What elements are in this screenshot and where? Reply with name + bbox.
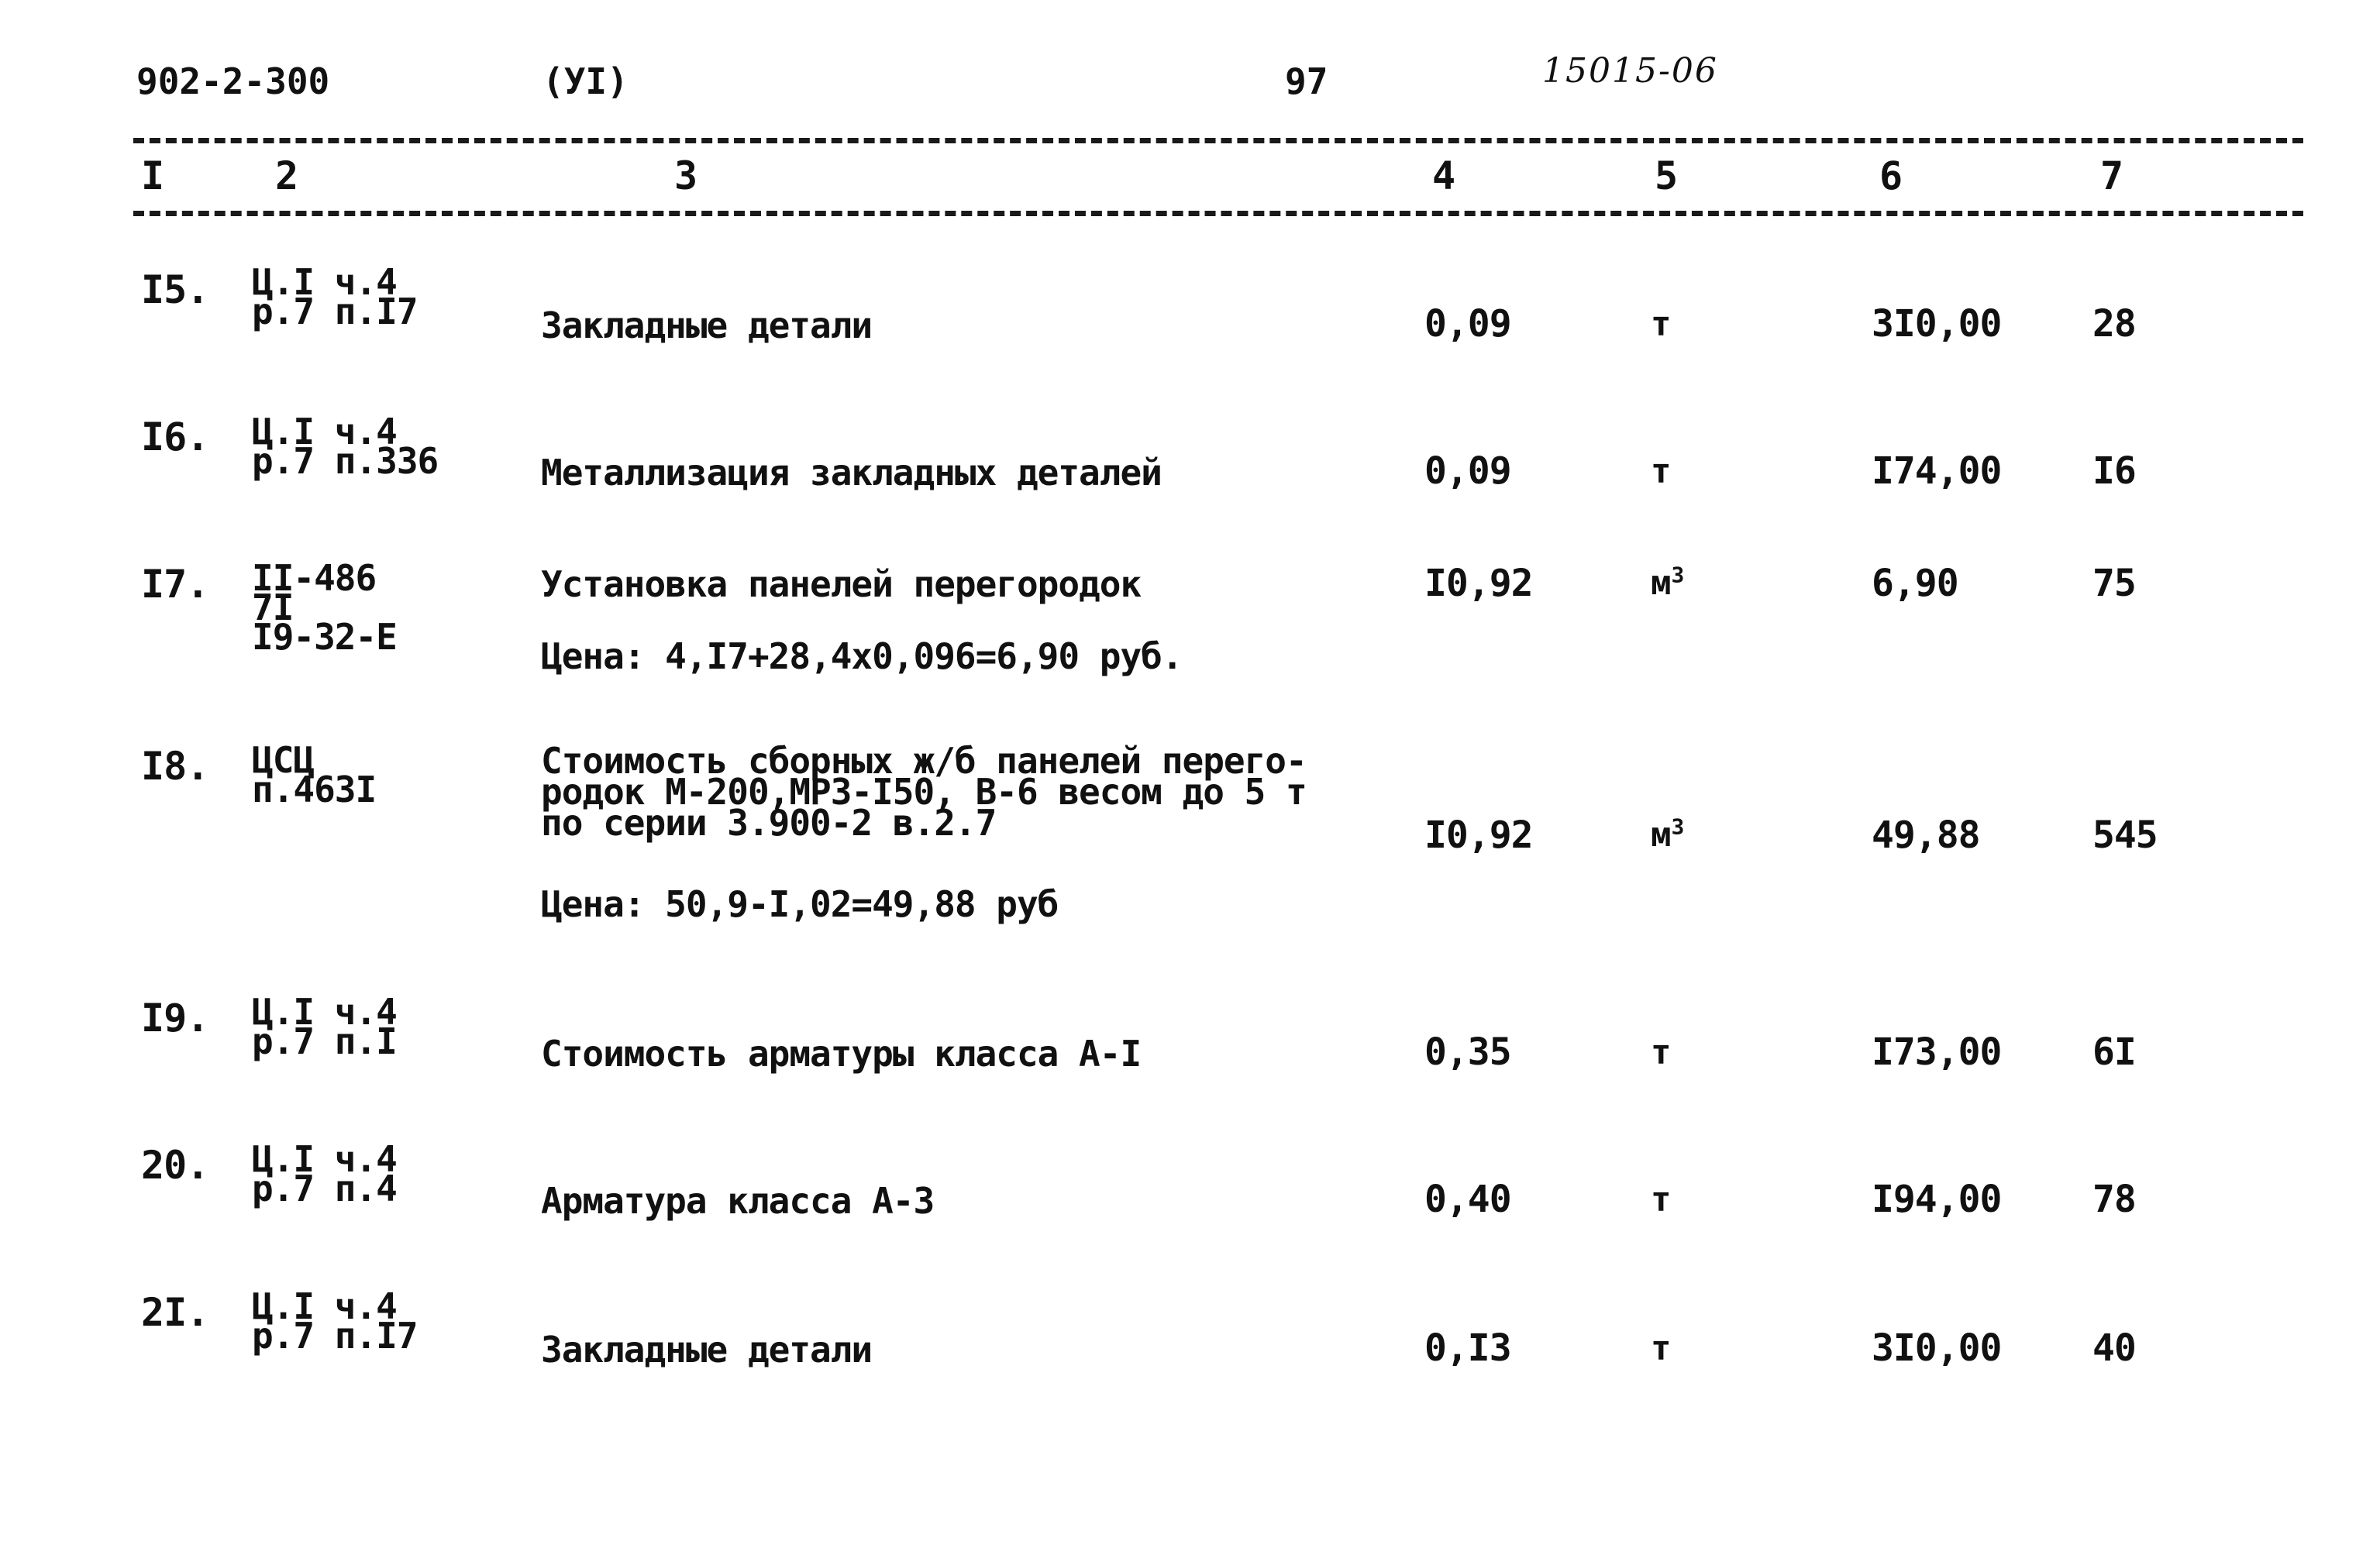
row-total: 40: [2092, 1326, 2136, 1370]
unit-text: м: [1651, 815, 1672, 855]
row-total: 78: [2092, 1178, 2136, 1221]
reference-line: р.7 п.I7: [252, 1315, 418, 1357]
reference-line: 7I: [252, 587, 294, 628]
page-number: 97: [1285, 60, 1328, 102]
column-header-1: I: [141, 153, 165, 198]
row-quantity: I0,92: [1424, 562, 1533, 605]
row-reference: [252, 991, 397, 1062]
row-unit: [1651, 1180, 1672, 1220]
reference-line: I9-32-Е: [252, 616, 397, 658]
row-total: 28: [2092, 302, 2136, 346]
description-line: по серии 3.900-2 в.2.7: [541, 802, 997, 844]
reference-line: р.7 п.I7: [252, 291, 418, 332]
unit-text: т: [1651, 452, 1672, 491]
row-number: I8.: [141, 744, 209, 789]
row-reference: [252, 739, 377, 810]
row-unit: [1651, 815, 1684, 855]
row-total: I6: [2092, 449, 2136, 493]
row-reference: [252, 557, 397, 658]
row-unit: [1651, 1033, 1672, 1072]
column-header-3: 3: [674, 153, 698, 198]
row-unit: [1651, 563, 1684, 603]
reference-line: р.7 п.336: [252, 440, 439, 482]
reference-line: р.7 п.I: [252, 1020, 397, 1062]
row-description: Установка панелей перегородок: [541, 563, 1142, 605]
row-number: I7.: [141, 562, 209, 607]
row-total: 75: [2092, 562, 2136, 605]
row-quantity: 0,40: [1424, 1178, 1511, 1221]
unit-text: т: [1651, 304, 1672, 344]
unit-text: т: [1651, 1180, 1672, 1220]
reference-line: Ц.I ч.4: [252, 1285, 397, 1327]
row-unit-price: 6,90: [1872, 562, 1958, 605]
row-number: I5.: [141, 267, 209, 312]
column-header-2: 2: [275, 153, 299, 198]
row-description: Арматура класса А-3: [541, 1180, 935, 1222]
row-unit-price: I74,00: [1872, 449, 2002, 493]
row-unit: [1651, 1329, 1672, 1368]
row-description: Металлизация закладных деталей: [541, 452, 1162, 494]
reference-line: II-486: [252, 557, 377, 599]
description-line: родок М-200,МРЗ-I50, В-6 весом до 5 т: [541, 771, 1307, 813]
reference-line: Ц.I ч.4: [252, 1138, 397, 1180]
row-quantity: 0,09: [1424, 302, 1511, 346]
row-quantity: 0,09: [1424, 449, 1511, 493]
row-quantity: 0,35: [1424, 1030, 1511, 1074]
row-total: 6I: [2092, 1030, 2136, 1074]
row-unit: [1651, 452, 1672, 491]
row-unit-price: 49,88: [1872, 814, 1980, 857]
row-unit-price: I73,00: [1872, 1030, 2002, 1074]
unit-superscript: 3: [1671, 562, 1685, 588]
unit-superscript: 3: [1671, 814, 1685, 840]
unit-text: т: [1651, 1329, 1672, 1368]
reference-line: Ц.I ч.4: [252, 411, 397, 452]
row-description: [541, 740, 1307, 844]
row-unit-price: 3I0,00: [1872, 1326, 2002, 1370]
row-description: Закладные детали: [541, 1329, 873, 1371]
row-total: 545: [2092, 814, 2158, 857]
row-reference: [252, 261, 418, 332]
doc-code: 902-2-300: [136, 60, 330, 102]
row-description: Закладные детали: [541, 304, 873, 346]
header-top-rule: [133, 138, 2303, 143]
column-header-6: 6: [1879, 153, 1903, 198]
row-description: Стоимость арматуры класса А-I: [541, 1033, 1142, 1075]
column-header-7: 7: [2100, 153, 2124, 198]
row-unit: [1651, 304, 1672, 344]
handwritten-code: 15015-06: [1542, 51, 1718, 91]
column-header-4: 4: [1432, 153, 1456, 198]
row-reference: [252, 1138, 397, 1209]
row-quantity: I0,92: [1424, 814, 1533, 857]
reference-line: п.463I: [252, 769, 377, 810]
header-bottom-rule: [133, 211, 2303, 216]
section-label: (УI): [542, 60, 629, 102]
row-price-note: Цена: 50,9-I,02=49,88 руб: [541, 883, 1059, 925]
unit-text: т: [1651, 1033, 1672, 1072]
reference-line: р.7 п.4: [252, 1168, 397, 1209]
row-reference: [252, 1285, 418, 1357]
reference-line: Ц.I ч.4: [252, 261, 397, 303]
row-unit-price: I94,00: [1872, 1178, 2002, 1221]
row-price-note: Цена: 4,I7+28,4х0,096=6,90 руб.: [541, 635, 1183, 677]
row-number: I9.: [141, 996, 209, 1041]
column-header-5: 5: [1655, 153, 1679, 198]
row-number: 2I.: [141, 1290, 209, 1335]
reference-line: Ц.I ч.4: [252, 991, 397, 1033]
reference-line: ЦСЦ: [252, 739, 315, 781]
row-reference: [252, 411, 439, 482]
description-line: Стоимость сборных ж/б панелей перего-: [541, 740, 1307, 782]
row-quantity: 0,I3: [1424, 1326, 1511, 1370]
unit-text: м: [1651, 563, 1672, 603]
row-unit-price: 3I0,00: [1872, 302, 2002, 346]
row-number: I6.: [141, 415, 209, 459]
row-number: 20.: [141, 1143, 209, 1188]
